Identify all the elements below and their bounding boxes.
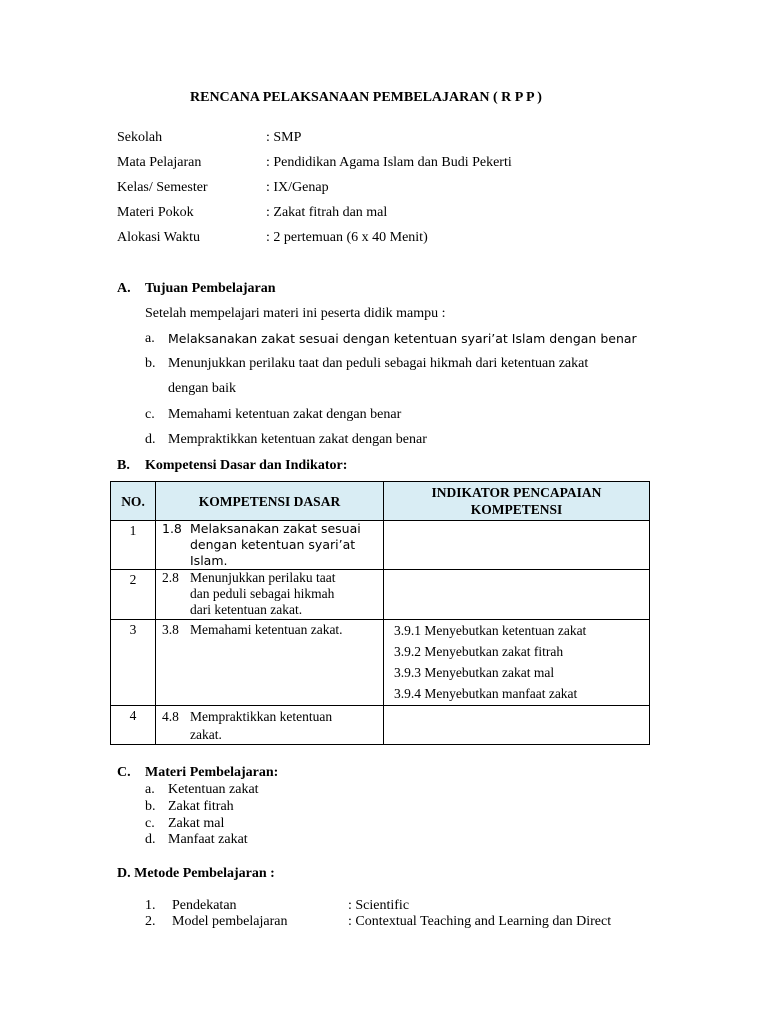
goal-text: Memahami ketentuan zakat dengan benar xyxy=(168,407,402,422)
kd-number: 2.8 xyxy=(162,570,179,585)
info-value-alokasi-waktu: : 2 pertemuan (6 x 40 Menit) xyxy=(266,230,428,245)
kd-cell xyxy=(156,570,384,620)
kd-line: Memahami ketentuan zakat. xyxy=(190,622,343,637)
section-a-intro: Setelah mempelajari materi ini peserta didik mampu : xyxy=(145,306,446,321)
kd-line: Mempraktikkan ketentuan xyxy=(190,709,333,724)
materi-text: Zakat mal xyxy=(168,816,225,831)
materi-marker: c. xyxy=(145,816,155,831)
kd-line: Menunjukkan perilaku taat xyxy=(190,570,336,585)
materi-marker: b. xyxy=(145,799,156,814)
info-value-kelas: : IX/Genap xyxy=(266,180,329,195)
goal-marker: a. xyxy=(145,331,155,346)
indicator-item: 3.9.4 Menyebutkan manfaat zakat xyxy=(394,686,578,701)
info-label-sekolah: Sekolah xyxy=(117,130,163,145)
materi-text: Manfaat zakat xyxy=(168,832,248,847)
info-label-materi-pokok: Materi Pokok xyxy=(117,205,194,220)
table-row xyxy=(111,706,650,745)
kd-line: Melaksanakan zakat sesuai xyxy=(190,521,361,536)
table-row xyxy=(111,620,650,706)
indicator-cell-empty xyxy=(384,570,650,620)
kd-line: dengan ketentuan syari’at xyxy=(190,537,356,552)
info-value-materi-pokok: : Zakat fitrah dan mal xyxy=(266,205,388,220)
kd-cell xyxy=(156,521,384,570)
indicator-cell-empty xyxy=(384,706,650,745)
competency-table xyxy=(110,481,650,745)
info-value-sekolah: : SMP xyxy=(266,130,302,145)
kd-number: 3.8 xyxy=(162,622,179,637)
info-label-mata-pelajaran: Mata Pelajaran xyxy=(117,155,202,170)
section-c-heading: Materi Pembelajaran: xyxy=(145,765,279,780)
info-label-kelas: Kelas/ Semester xyxy=(117,180,208,195)
metode-label: Pendekatan xyxy=(172,898,237,913)
kd-cell xyxy=(156,620,384,706)
metode-value: : Scientific xyxy=(348,898,410,913)
metode-marker: 2. xyxy=(145,914,156,929)
section-c-letter: C. xyxy=(117,765,131,780)
goal-text: Menunjukkan perilaku taat dan peduli sebagai hikmah dari ketentuan zakat xyxy=(168,356,589,371)
document-title: RENCANA PELAKSANAAN PEMBELAJARAN ( R P P ) xyxy=(190,90,542,105)
header-kompetensi-dasar: KOMPETENSI DASAR xyxy=(156,482,384,521)
table-header-row xyxy=(111,482,650,521)
materi-marker: d. xyxy=(145,832,156,847)
indicator-cell-empty xyxy=(384,521,650,570)
kd-line: dan peduli sebagai hikmah xyxy=(190,586,335,601)
section-d-heading: D. Metode Pembelajaran : xyxy=(117,866,275,881)
kd-number: 4.8 xyxy=(162,709,179,724)
section-a-heading: Tujuan Pembelajaran xyxy=(145,281,276,296)
section-b-heading: Kompetensi Dasar dan Indikator: xyxy=(145,458,348,473)
metode-value: : Contextual Teaching and Learning dan Direct xyxy=(348,914,612,929)
info-label-alokasi-waktu: Alokasi Waktu xyxy=(117,230,200,245)
indicator-cell xyxy=(384,620,650,706)
kd-line: Islam. xyxy=(190,553,228,568)
table-row xyxy=(111,521,650,570)
indicator-item: 3.9.1 Menyebutkan ketentuan zakat xyxy=(394,623,587,638)
kd-number: 1.8 xyxy=(162,521,182,536)
materi-text: Zakat fitrah xyxy=(168,799,234,814)
materi-text: Ketentuan zakat xyxy=(168,782,259,797)
header-indikator: INDIKATOR PENCAPAIAN KOMPETENSI xyxy=(384,482,650,521)
kd-line: dari ketentuan zakat. xyxy=(190,602,303,617)
indicator-item: 3.9.2 Menyebutkan zakat fitrah xyxy=(394,644,564,659)
materi-marker: a. xyxy=(145,782,155,797)
metode-marker: 1. xyxy=(145,898,156,913)
goal-text-continuation: dengan baik xyxy=(168,381,237,396)
goal-marker: b. xyxy=(145,356,156,371)
goal-marker: d. xyxy=(145,432,156,447)
header-no: NO. xyxy=(111,482,156,521)
goal-text: Melaksanakan zakat sesuai dengan ketentuan syari’at Islam dengan benar xyxy=(168,331,637,346)
table-row xyxy=(111,570,650,620)
metode-label: Model pembelajaran xyxy=(172,914,288,929)
section-a-letter: A. xyxy=(117,281,131,296)
info-value-mata-pelajaran: : Pendidikan Agama Islam dan Budi Pekerti xyxy=(266,155,512,170)
row-number: 3 xyxy=(111,620,156,706)
row-number: 2 xyxy=(111,570,156,620)
goal-text: Mempraktikkan ketentuan zakat dengan benar xyxy=(168,432,427,447)
kd-cell xyxy=(156,706,384,745)
indicator-item: 3.9.3 Menyebutkan zakat mal xyxy=(394,665,555,680)
section-b-letter: B. xyxy=(117,458,130,473)
goal-marker: c. xyxy=(145,407,155,422)
kd-line: zakat. xyxy=(190,727,222,742)
row-number: 1 xyxy=(111,521,156,570)
row-number: 4 xyxy=(111,706,156,745)
